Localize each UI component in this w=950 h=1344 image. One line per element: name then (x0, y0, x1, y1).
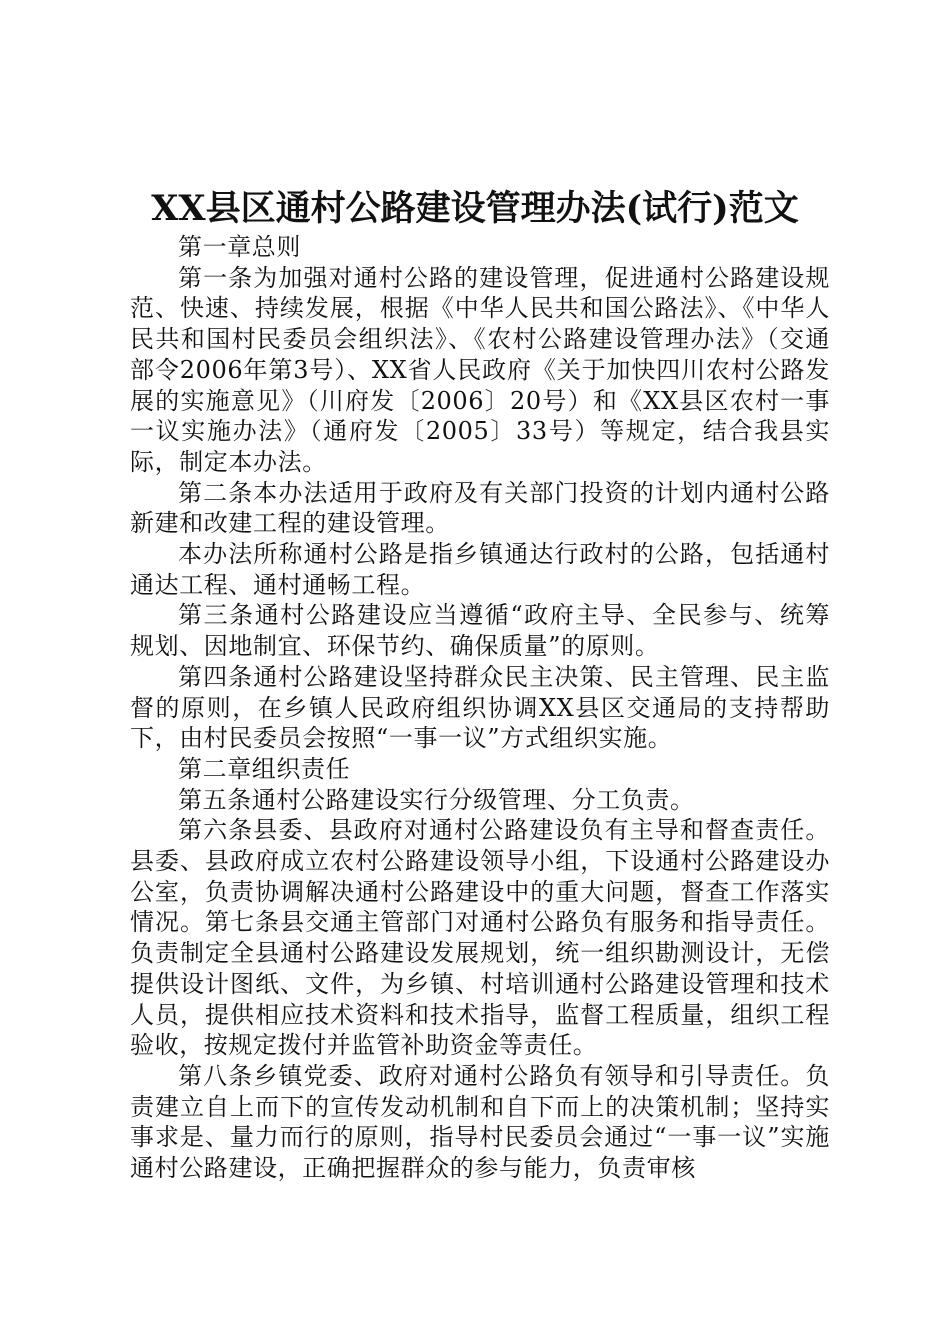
chapter-heading: 第一章总则 (178, 233, 301, 261)
paragraph: 第八条乡镇党委、政府对通村公路负有领导和引导责任。负责建立自上而下的宣传发动机制和自下而上的决策机制；坚持实事求是、量力而行的原则，指导村民委员会通过“一事一议”实施通村公路建设，正确把握群众的参与能力，负责审核 (130, 1061, 830, 1183)
document-title: XX县区通村公路建设管理办法(试行)范文 (151, 188, 799, 229)
chapter-heading: 第二章组织责任 (178, 754, 351, 783)
paragraph: 第二条本办法适用于政府及有关部门投资的计划内通村公路新建和改建工程的建设管理。 (130, 478, 830, 538)
paragraph: 第一条为加强对通村公路的建设管理，促进通村公路建设规范、快速、持续发展，根据《中华人民共和国公路法》、《中华人民共和国村民委员会组织法》、《农村公路建设管理办法》（交通部令2006年第3号）、XX省人民政府《关于加快四川农村公路发展的实施意见》（川府发〔2006〕20号）和《XX县区农村一事一议实施办法》（通府发〔2005〕33号）等规定，结合我县实际，制定本办法。 (130, 263, 830, 476)
paragraph: 本办法所称通村公路是指乡镇通达行政村的公路，包括通村通达工程、通村通畅工程。 (130, 540, 830, 599)
paragraph: 第五条通村公路建设实行分级管理、分工负责。 (178, 785, 695, 814)
paragraph: 第六条县委、县政府对通村公路建设负有主导和督查责任。县委、县政府成立农村公路建设领导小组，下设通村公路建设办公室，负责协调解决通村公路建设中的重大问题，督查工作落实情况。第七条县交通主管部门对通村公路负有服务和指导责任。负责制定全县通村公路建设发展规划，统一组织勘测设计，无偿提供设计图纸、文件，为乡镇、村培训通村公路建设管理和技术人员，提供相应技术资料和技术指导，监督工程质量，组织工程验收，按规定拨付并监管补助资金等责任。 (130, 816, 830, 1060)
paragraph: 第三条通村公路建设应当遵循“政府主导、全民参与、统筹规划、因地制宜、环保节约、确保质量”的原则。 (130, 601, 830, 661)
document-body (130, 232, 830, 1184)
paragraph: 第四条通村公路建设坚持群众民主决策、民主管理、民主监督的原则，在乡镇人民政府组织协调XX县区交通局的支持帮助下，由村民委员会按照“一事一议”方式组织实施。 (130, 662, 830, 753)
